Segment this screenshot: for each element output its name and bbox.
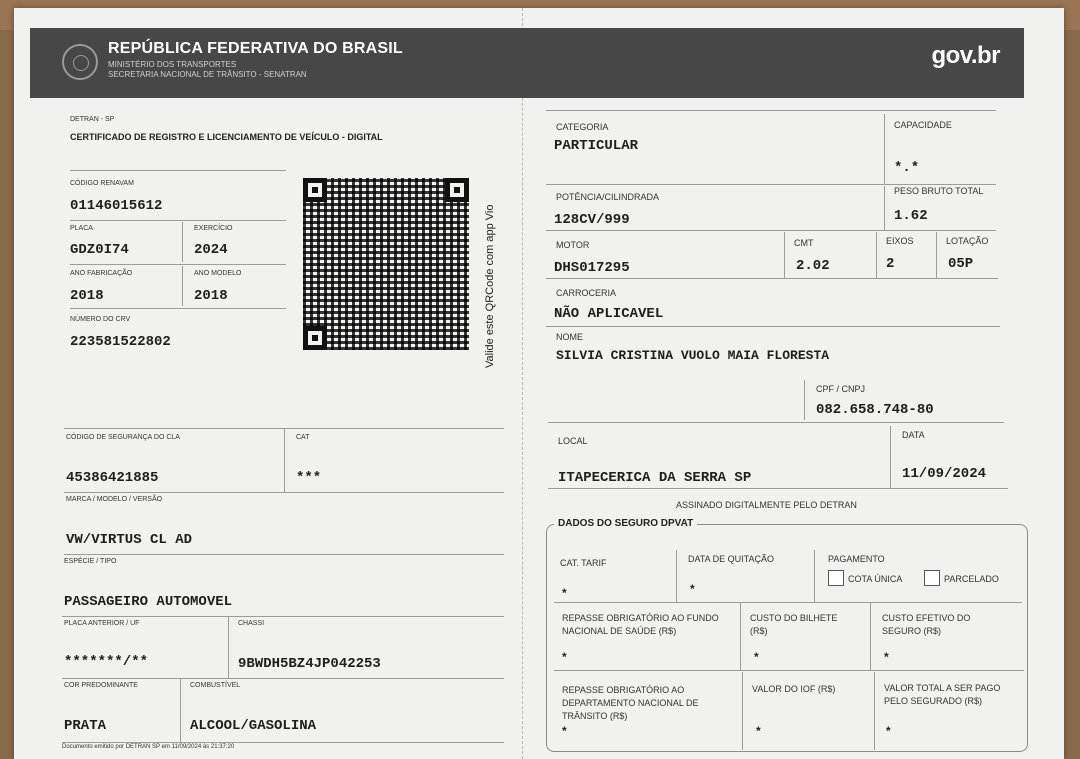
qr-finder <box>445 178 469 202</box>
custo-bilhete-label: CUSTO DO BILHETE (R$) <box>750 613 838 636</box>
repasse-fns-value: * <box>562 650 567 664</box>
cota-unica-checkbox[interactable] <box>828 570 844 586</box>
local-label: LOCAL <box>558 436 588 446</box>
placa-anterior-value: *******/** <box>64 654 149 670</box>
header-secretariat: SECRETARIA NACIONAL DE TRÂNSITO - SENATRAN <box>108 70 307 79</box>
lotacao-label: LOTAÇÃO <box>946 236 989 246</box>
cor-value: PRATA <box>64 718 107 734</box>
detran-label: DETRAN - SP <box>70 116 115 123</box>
capacidade-label: CAPACIDADE <box>894 120 952 130</box>
renavam-value: 01146015612 <box>70 198 163 214</box>
custo-bilhete-value: * <box>754 650 759 664</box>
nome-value: SILVIA CRISTINA VUOLO MAIA FLORESTA <box>556 348 830 363</box>
valor-total-value: * <box>886 724 891 738</box>
nome-label: NOME <box>556 332 583 342</box>
cpf-label: CPF / CNPJ <box>816 384 866 394</box>
cmt-label: CMT <box>794 238 814 248</box>
chassi-value: 9BWDH5BZ4JP042253 <box>238 656 381 672</box>
crv-label: NÚMERO DO CRV <box>70 316 131 323</box>
document-header <box>30 28 1024 98</box>
combustivel-value: ALCOOL/GASOLINA <box>190 718 317 734</box>
valor-total-label: VALOR TOTAL A SER PAGO PELO SEGURADO (R$) <box>884 683 1001 706</box>
combustivel-label: COMBUSTÍVEL <box>190 682 241 689</box>
capacidade-value: *.* <box>894 160 920 176</box>
data-label: DATA <box>902 430 925 440</box>
cat-tarif-label: CAT. TARIF <box>560 558 607 568</box>
especie-label: ESPÉCIE / TIPO <box>64 558 117 565</box>
iof-value: * <box>756 724 761 738</box>
custo-efetivo-label: CUSTO EFETIVO DO SEGURO (R$) <box>882 613 971 636</box>
qr-finder <box>303 178 327 202</box>
ano-fabricacao-value: 2018 <box>70 288 104 304</box>
ano-modelo-label: ANO MODELO <box>194 270 242 277</box>
quitacao-label: DATA DE QUITAÇÃO <box>688 554 775 564</box>
seg-cla-label: CÓDIGO DE SEGURANÇA DO CLA <box>66 434 180 441</box>
header-title: REPÚBLICA FEDERATIVA DO BRASIL <box>108 40 403 57</box>
document-title: CERTIFICADO DE REGISTRO E LICENCIAMENTO DE VEÍCULO - DIGITAL <box>70 132 383 142</box>
cat-tarif-value: * <box>562 586 567 600</box>
header-ministry: MINISTÉRIO DOS TRANSPORTES <box>108 60 237 69</box>
marca-label: MARCA / MODELO / VERSÃO <box>66 496 163 503</box>
placa-anterior-label: PLACA ANTERIOR / UF <box>64 620 140 627</box>
ano-fabricacao-label: ANO FABRICAÇÃO <box>70 270 133 277</box>
exercicio-value: 2024 <box>194 242 228 258</box>
categoria-label: CATEGORIA <box>556 122 609 132</box>
qr-finder <box>303 326 327 350</box>
parcelado-checkbox[interactable] <box>924 570 940 586</box>
qr-code[interactable] <box>303 178 469 350</box>
marca-value: VW/VIRTUS CL AD <box>66 532 193 548</box>
cota-unica-label: COTA ÚNICA <box>848 574 903 584</box>
cat-value: *** <box>296 470 322 486</box>
motor-value: DHS017295 <box>554 260 630 276</box>
exercicio-label: EXERCÍCIO <box>194 225 233 232</box>
local-value: ITAPECERICA DA SERRA SP <box>558 470 752 486</box>
seg-cla-value: 45386421885 <box>66 470 159 486</box>
motor-label: MOTOR <box>556 240 590 250</box>
coat-of-arms-icon <box>62 44 98 80</box>
document-sheet <box>14 8 1064 759</box>
qr-caption: Valide este QRCode com app Vio <box>484 204 496 368</box>
cpf-value: 082.658.748-80 <box>816 402 934 418</box>
repasse-fns-label: REPASSE OBRIGATÓRIO AO FUNDO NACIONAL DE SAÚDE (R$) <box>562 613 719 636</box>
ano-modelo-value: 2018 <box>194 288 228 304</box>
dpvat-title: DADOS DO SEGURO DPVAT <box>554 518 697 529</box>
carroceria-value: NÃO APLICAVEL <box>554 306 664 322</box>
potencia-value: 128CV/999 <box>554 212 630 228</box>
quitacao-value: * <box>690 582 695 596</box>
eixos-value: 2 <box>886 256 895 272</box>
repasse-dnt-value: * <box>562 724 567 738</box>
cat-label: CAT <box>296 434 310 441</box>
placa-label: PLACA <box>70 225 93 232</box>
custo-efetivo-value: * <box>884 650 889 664</box>
categoria-value: PARTICULAR <box>554 138 639 154</box>
govbr-logo: gov.br <box>931 42 1000 69</box>
placa-value: GDZ0I74 <box>70 242 129 258</box>
pagamento-label: PAGAMENTO <box>828 554 885 564</box>
repasse-dnt-label: REPASSE OBRIGATÓRIO AO DEPARTAMENTO NACIONAL DE TRÂNSITO (R$) <box>562 685 699 721</box>
peso-value: 1.62 <box>894 208 928 224</box>
lotacao-value: 05P <box>948 256 974 272</box>
data-value: 11/09/2024 <box>902 466 987 482</box>
cmt-value: 2.02 <box>796 258 830 274</box>
chassi-label: CHASSI <box>238 620 265 627</box>
assinado-text: ASSINADO DIGITALMENTE PELO DETRAN <box>676 500 857 510</box>
peso-label: PESO BRUTO TOTAL <box>894 186 984 196</box>
crv-value: 223581522802 <box>70 334 171 350</box>
potencia-label: POTÊNCIA/CILINDRADA <box>556 192 660 202</box>
especie-value: PASSAGEIRO AUTOMOVEL <box>64 594 233 610</box>
eixos-label: EIXOS <box>886 236 914 246</box>
iof-label: VALOR DO IOF (R$) <box>752 684 836 694</box>
carroceria-label: CARROCERIA <box>556 288 617 298</box>
fold-line <box>522 8 524 759</box>
renavam-label: CÓDIGO RENAVAM <box>70 180 134 187</box>
parcelado-label: PARCELADO <box>944 574 999 584</box>
emission-footer: Documento emitido por DETRAN SP em 11/09/2024 às 21:37:20 <box>62 744 235 750</box>
cor-label: COR PREDOMINANTE <box>64 682 138 689</box>
